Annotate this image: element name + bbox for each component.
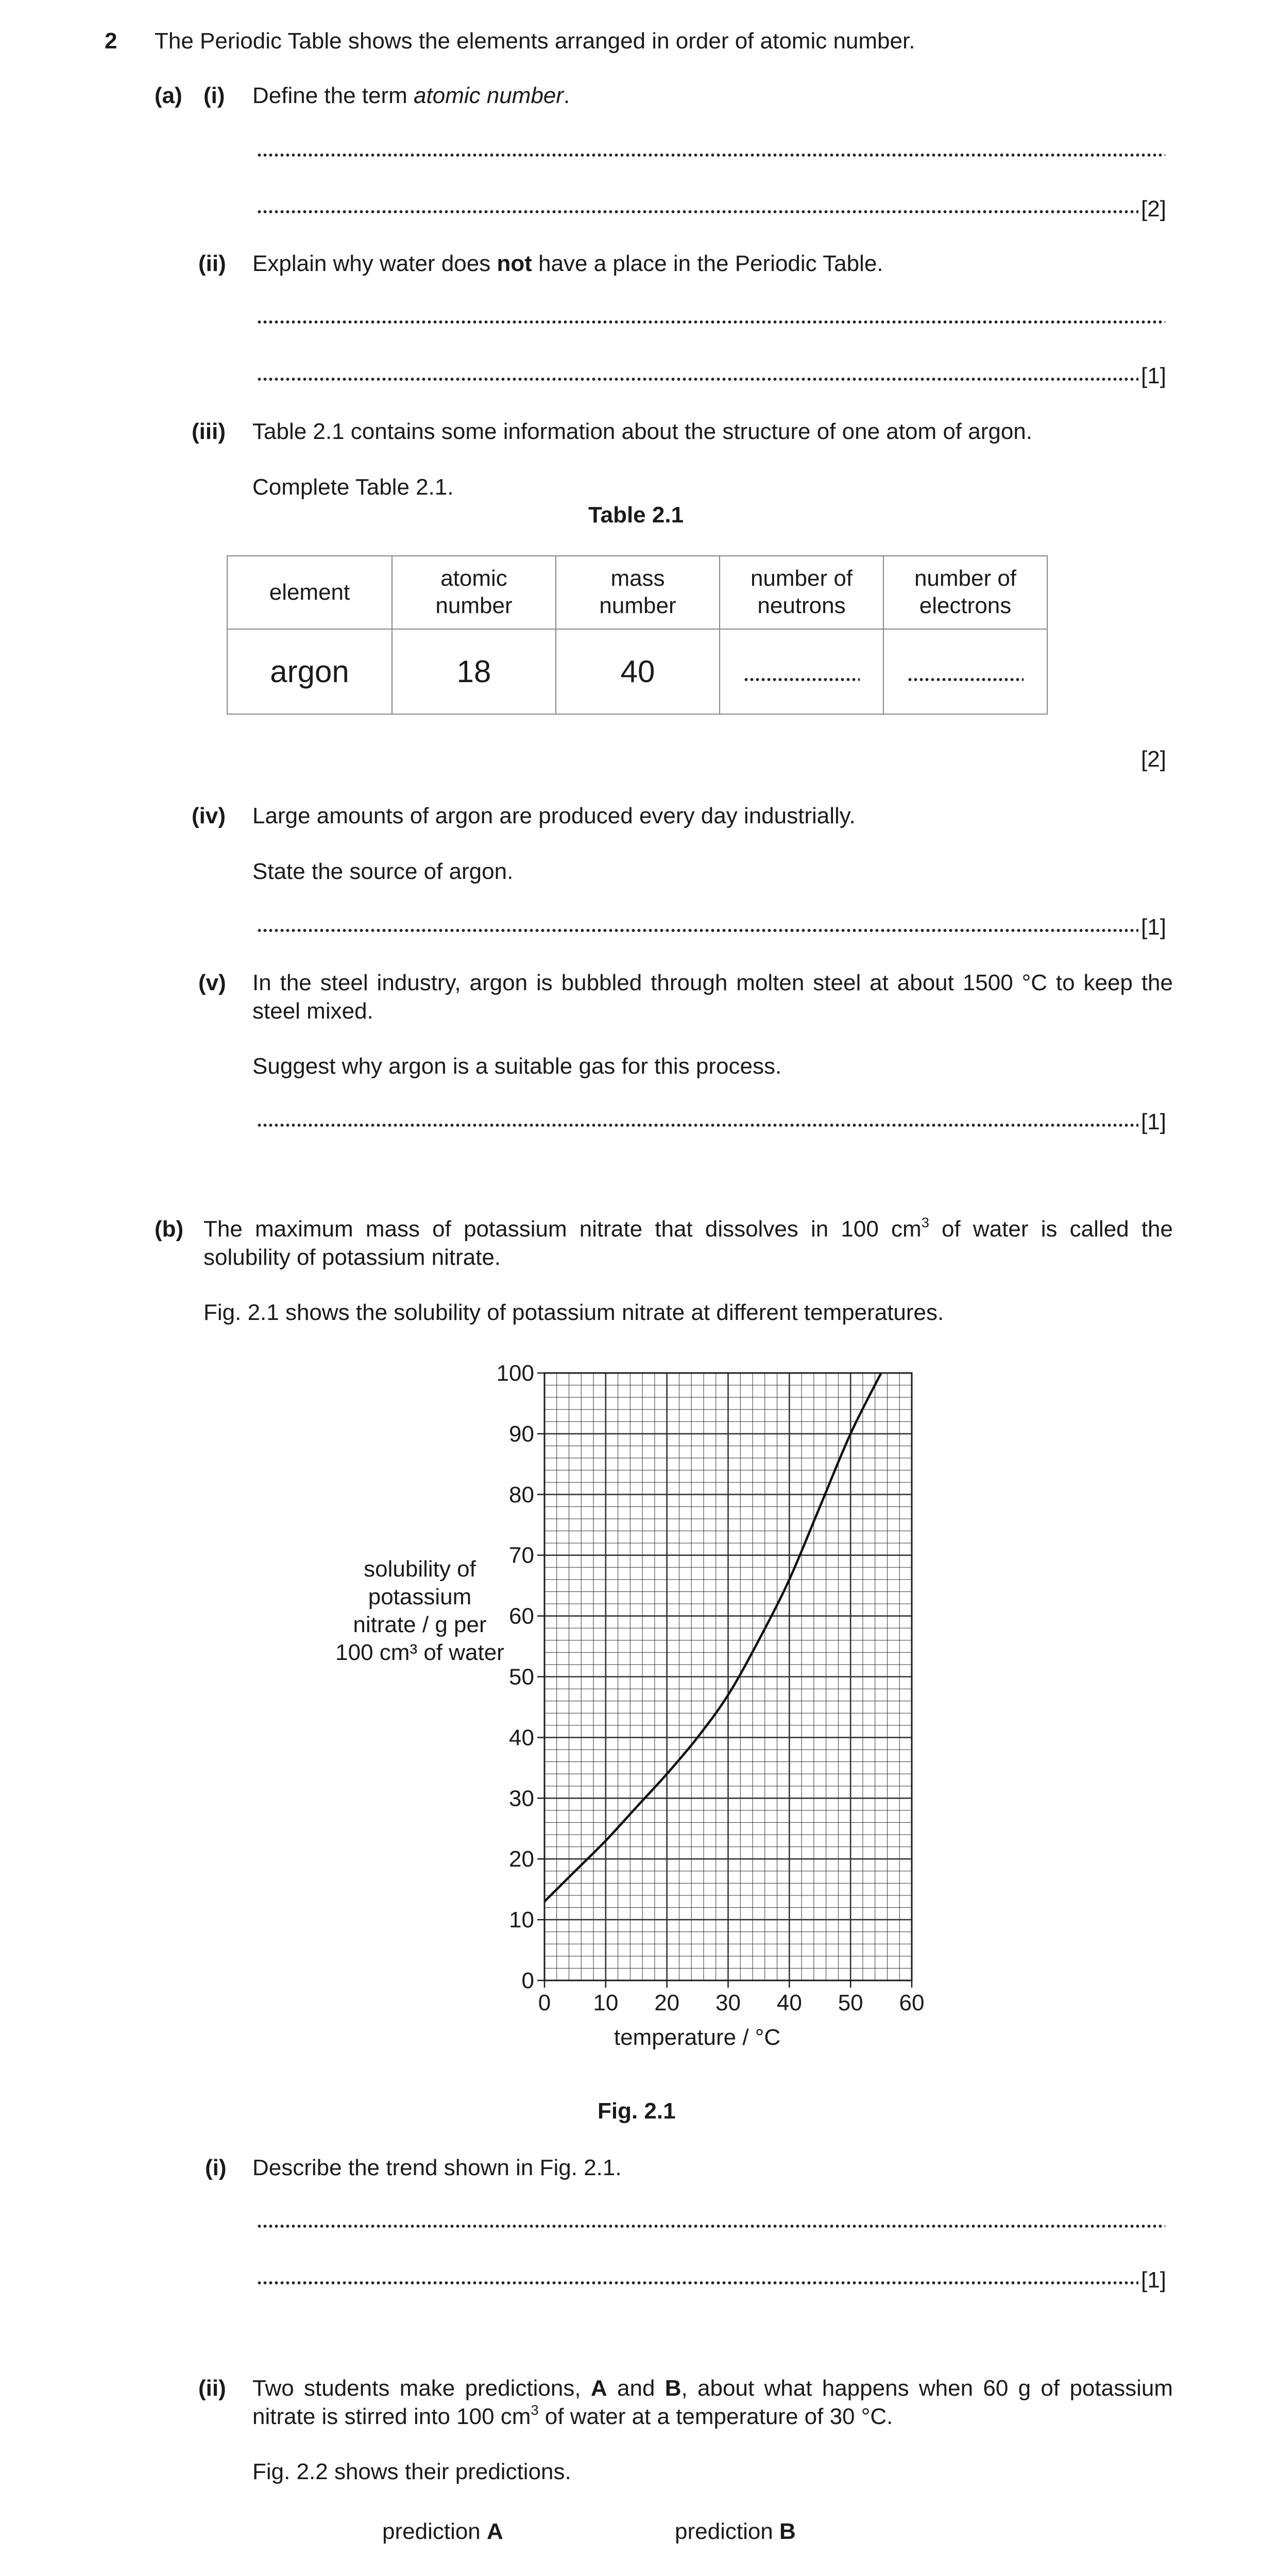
answer-line[interactable] xyxy=(257,928,1138,933)
part-a-iv-instruction: State the source of argon. xyxy=(252,859,514,884)
part-b-fig-intro: Fig. 2.1 shows the solubility of potassium nitrate at different temperatures. xyxy=(203,1300,944,1325)
part-a-v-label: (v) xyxy=(198,970,226,995)
answer-blank[interactable] xyxy=(907,677,1024,682)
part-b-i-text: Describe the trend shown in Fig. 2.1. xyxy=(252,2155,622,2180)
y-axis-label: nitrate / g per xyxy=(353,1612,487,1637)
y-tick-label: 90 xyxy=(509,1421,534,1447)
y-axis-label: solubility of xyxy=(364,1556,476,1582)
y-tick-label: 80 xyxy=(509,1482,534,1507)
y-tick-label: 100 xyxy=(496,1361,534,1386)
table-header: atomic number xyxy=(392,556,556,629)
part-a-iv-text: Large amounts of argon are produced every day industrially. xyxy=(252,803,856,828)
answer-line[interactable] xyxy=(257,319,1165,325)
y-tick-label: 10 xyxy=(509,1907,534,1933)
part-a-i-text: Define the term atomic number. xyxy=(252,83,570,108)
answer-line[interactable] xyxy=(257,152,1165,158)
part-b-i-label: (i) xyxy=(205,2155,227,2180)
x-tick-label: 30 xyxy=(715,1990,741,2015)
marks-allocation: [2] xyxy=(1141,196,1166,222)
solubility-chart xyxy=(0,1340,1278,2061)
x-tick-label: 20 xyxy=(654,1990,680,2015)
prediction-b-label: prediction B xyxy=(675,2519,796,2544)
x-axis-label: temperature / °C xyxy=(614,2025,781,2050)
answer-line[interactable] xyxy=(257,377,1138,382)
x-tick-label: 40 xyxy=(776,1990,802,2015)
marks-allocation: [1] xyxy=(1141,1109,1166,1134)
part-a-ii-label: (ii) xyxy=(198,251,226,276)
y-tick-label: 50 xyxy=(509,1664,534,1690)
y-tick-label: 30 xyxy=(509,1786,534,1811)
table-cell-element: argon xyxy=(227,629,392,714)
table-cell-atomic-number: 18 xyxy=(392,629,556,714)
answer-line[interactable] xyxy=(257,2280,1138,2285)
x-tick-label: 60 xyxy=(899,1990,925,2015)
table-cell-mass-number: 40 xyxy=(556,629,720,714)
question-intro: The Periodic Table shows the elements arranged in order of atomic number. xyxy=(155,28,915,54)
table-header: number of neutrons xyxy=(720,556,883,629)
part-a-iii-label: (iii) xyxy=(192,419,226,444)
part-b-ii-fig-intro: Fig. 2.2 shows their predictions. xyxy=(252,2459,571,2484)
y-tick-label: 60 xyxy=(509,1603,534,1629)
marks-allocation: [1] xyxy=(1141,914,1166,940)
y-axis-label: potassium xyxy=(368,1584,472,1609)
part-a-iv-label: (iv) xyxy=(192,803,226,828)
answer-line[interactable] xyxy=(257,1123,1138,1128)
marks-allocation: [1] xyxy=(1141,2267,1166,2293)
marks-allocation: [2] xyxy=(1141,747,1166,772)
table-cell-electrons[interactable] xyxy=(883,629,1047,714)
question-number: 2 xyxy=(105,28,117,54)
answer-line[interactable] xyxy=(257,209,1138,214)
part-a-label: (a) xyxy=(155,83,182,108)
table-title: Table 2.1 xyxy=(588,502,684,528)
part-b-label: (b) xyxy=(155,1216,184,1242)
table-header: mass number xyxy=(556,556,720,629)
answer-blank[interactable] xyxy=(743,677,860,682)
part-a-v-text: In the steel industry, argon is bubbled through molten steel at about 1500 °C to keep the steel mixed. xyxy=(252,970,1173,1024)
table-2-1 xyxy=(227,555,1048,715)
x-tick-label: 50 xyxy=(838,1990,863,2015)
part-a-iii-text: Table 2.1 contains some information about the structure of one atom of argon. xyxy=(252,419,1033,444)
fig-2-1-caption: Fig. 2.1 xyxy=(598,2098,676,2124)
part-a-i-label: (i) xyxy=(203,83,225,108)
part-a-iii-instruction: Complete Table 2.1. xyxy=(252,474,454,500)
table-header: element xyxy=(227,556,392,629)
part-a-v-instruction: Suggest why argon is a suitable gas for this process. xyxy=(252,1054,782,1079)
solubility-curve xyxy=(544,1373,881,1902)
part-b-ii-label: (ii) xyxy=(198,2376,226,2401)
table-header: number of electrons xyxy=(883,556,1047,629)
part-b-ii-text: Two students make predictions, A and B, about what happens when 60 g of potassium nitrate is stirred into 100 $cm^3$ of water at a temperature of 30 °C. xyxy=(252,2376,1173,2429)
part-a-ii-text: Explain why water does not have a place in the Periodic Table. xyxy=(252,251,883,276)
y-tick-label: 40 xyxy=(509,1725,534,1751)
y-axis-label: 100 cm³ of water xyxy=(335,1640,504,1665)
prediction-a-label: prediction A xyxy=(382,2519,503,2544)
marks-allocation: [1] xyxy=(1141,363,1166,388)
answer-line[interactable] xyxy=(257,2224,1165,2229)
x-tick-label: 10 xyxy=(593,1990,619,2015)
part-b-text: The maximum mass of potassium nitrate that dissolves in 100 $cm^3$ of water is called the solubility of potassium nitrate. xyxy=(203,1214,1173,1270)
x-tick-label: 0 xyxy=(538,1990,551,2015)
table-cell-neutrons[interactable] xyxy=(720,629,883,714)
y-tick-label: 0 xyxy=(521,1968,534,1993)
y-tick-label: 70 xyxy=(509,1543,534,1568)
y-tick-label: 20 xyxy=(509,1846,534,1872)
